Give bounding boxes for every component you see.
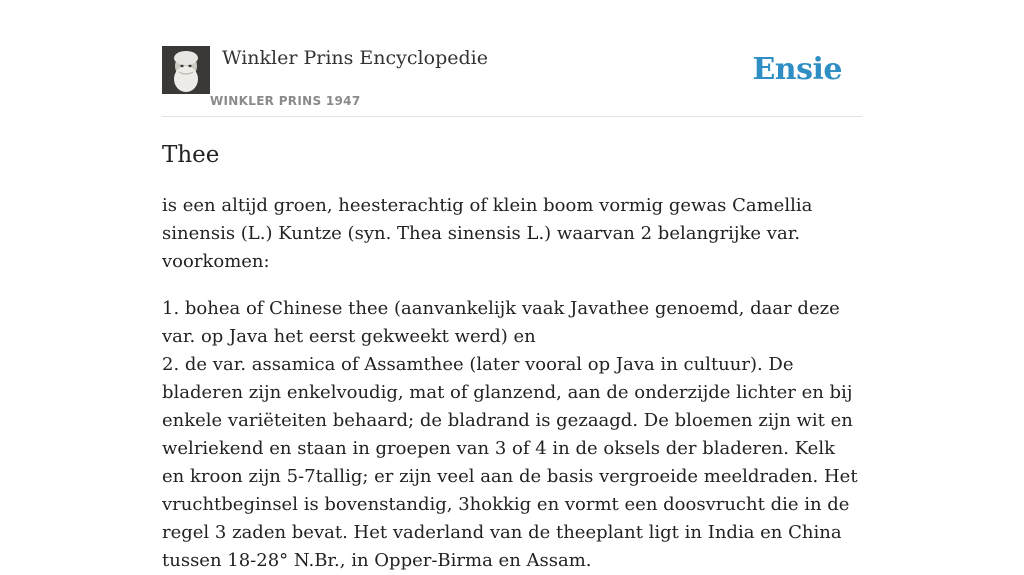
publication-subtitle[interactable]: WINKLER PRINS 1947 <box>210 94 361 108</box>
publication-header <box>162 46 862 117</box>
article-paragraph-item-1: 1. bohea of Chinese thee (aanvankelijk vaak Javathee genoemd, daar deze var. op Java het eerst gekweekt werd) en <box>162 298 840 347</box>
avatar[interactable] <box>162 46 210 94</box>
brand-logo[interactable]: Ensie <box>752 52 842 87</box>
publication-title[interactable]: Winkler Prins Encyclopedie <box>222 47 488 69</box>
article-paragraph-item-2: 2. de var. assamica of Assamthee (later vooral op Java in cultuur). De bladeren zijn enkelvoudig, mat of glanzend, aan de onderzijde lichter en bij enkele variëteiten behaard; de bladrand is gezaagd. De bloemen zijn wit en welriekend en staan in groepen van 3 of 4 in de oksels der bladeren. Kelk en kroon zijn 5-7tallig; er zijn veel aan de basis vergroeide meeldraden. Het vruchtbeginsel is bovenstandig, 3hokkig en vormt een doosvrucht die in de regel 3 zaden bevat. Het vaderland van de theeplant ligt in India en China tussen 18-28° N.Br., in Opper-Birma en Assam. <box>162 354 858 571</box>
article-title: Thee <box>162 142 220 168</box>
bearded-man-portrait-icon <box>162 46 210 94</box>
article <box>162 140 862 575</box>
article-paragraph-intro: is een altijd groen, heesterachtig of klein boom vormig gewas Camellia sinensis (L.) Kuntze (syn. Thea sinensis L.) waarvan 2 belangrijke var. voorkomen: <box>162 195 813 272</box>
